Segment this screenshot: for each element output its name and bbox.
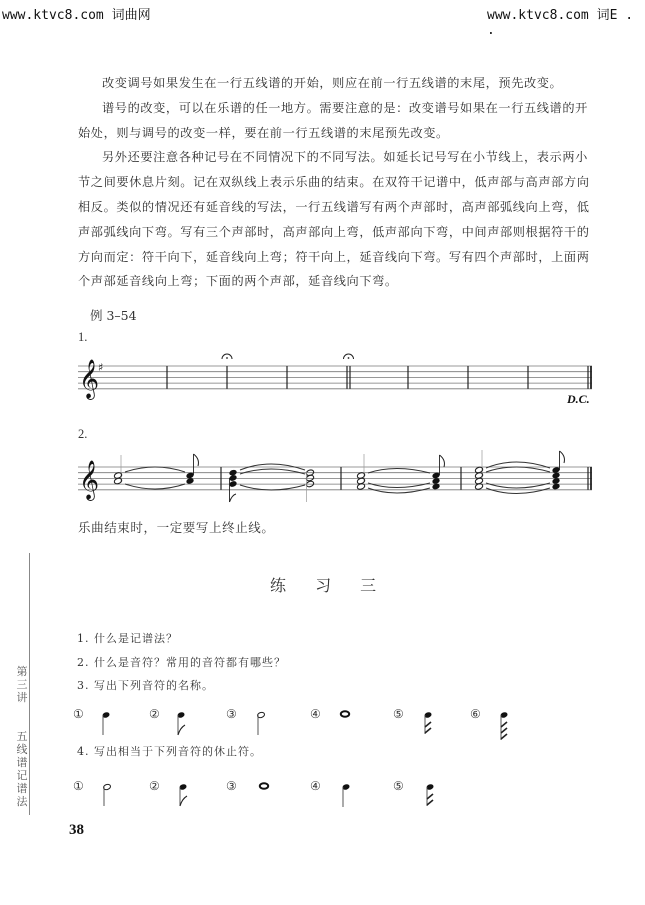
example-2-staff [0, 450, 645, 510]
q4-notes [0, 772, 645, 817]
svg-text:𝄞: 𝄞 [79, 460, 100, 500]
sidebar-chapter: 第三讲 [16, 665, 28, 704]
example-1-staff [0, 350, 645, 400]
question-1: 1. 什么是记谱法？ [77, 632, 178, 645]
svg-text:♯: ♯ [98, 361, 104, 374]
treble-clef-icon [79, 460, 99, 501]
da-capo-marking: D.C. [567, 392, 590, 406]
q3-item-number: ⑤ [393, 707, 404, 721]
closing-text: 乐曲结束时，一定要写上终止线。 [78, 520, 275, 535]
q4-item-number: ③ [226, 779, 237, 793]
svg-text:𝄞: 𝄞 [79, 359, 100, 399]
chord-eighth [186, 454, 199, 485]
example-2-label: 2. [78, 427, 88, 441]
treble-clef-icon [79, 359, 99, 400]
body-text [78, 71, 598, 294]
example-1-label: 1. [78, 330, 88, 344]
sharp-icon [98, 361, 103, 374]
eighth-note-icon [177, 711, 186, 735]
q4-item-number: ④ [310, 779, 321, 793]
page-number: 38 [69, 822, 84, 838]
sixteenth-note-icon [424, 711, 433, 734]
q4-item-number: ⑤ [393, 779, 404, 793]
question-2: 2. 什么是音符？常用的音符都有哪些？ [77, 656, 286, 669]
q4-item-number: ① [73, 779, 84, 793]
thirty-second-note-icon [500, 711, 509, 740]
chord-half [114, 455, 123, 485]
question-4: 4. 写出相当于下列音符的休止符。 [77, 745, 262, 758]
chord-eighth [229, 469, 238, 502]
whole-note-icon [260, 783, 268, 789]
whole-note-icon [341, 711, 349, 717]
sixteenth-note-icon [426, 783, 435, 806]
chord-half [306, 469, 315, 502]
sidebar-divider [29, 553, 30, 815]
quarter-note-icon [342, 783, 351, 807]
q3-item-number: ② [149, 707, 160, 721]
chord-half [357, 454, 366, 490]
eighth-note-icon [179, 783, 188, 806]
paragraph-1: 改变调号如果发生在一行五线谱的开始，则应在前一行五线谱的末尾，预先改变。 [102, 76, 563, 90]
paragraph-3: 另外还要注意各种记号在不同情况下的不同写法。如延长记号写在小节线上，表示两小节之间要休息片刻。记在双纵线上表示乐曲的结束。在双符干记谱中，低声部与高声部方向相反。类似的情况还有延音线的写法，一行五线谱写有两个声部时，高声部弧线向上弯，低声部弧线向下弯。写有三个声部时，高声部向上弯，低声部向下弯，中间声部则根据符干的方向而定：符干向下，延音线向上弯；符干向上，延音线向下弯。写有四个声部时，上面两个声部延音线向上弯；下面的两个声部，延音线向下弯。 [78, 150, 590, 289]
half-note-icon [257, 711, 265, 735]
q3-item-number: ③ [226, 707, 237, 721]
fermata-icon [222, 354, 232, 359]
sidebar-topic: 五线谱记谱法 [16, 730, 28, 808]
q3-item-number: ① [73, 707, 84, 721]
q3-item-number: ④ [310, 707, 321, 721]
watermark-right: www.ktvc8.com 词E . . [487, 8, 634, 38]
example-label: 例 3–54 [90, 308, 137, 323]
watermark-left: www.ktvc8.com 词曲网 [2, 8, 151, 23]
q4-item-number: ② [149, 779, 160, 793]
half-note-icon [103, 783, 111, 806]
question-3: 3. 写出下列音符的名称。 [77, 679, 214, 692]
exercise-title: 练 习 三 [270, 576, 389, 595]
paragraph-2: 谱号的改变，可以在乐谱的任一地方。需要注意的是：改变谱号如果在一行五线谱的开始处，则与调号的改变一样，要在前一行五线谱的末尾预先改变。 [78, 100, 588, 140]
fermata-icon [344, 354, 354, 359]
q3-item-number: ⑥ [470, 707, 481, 721]
quarter-note-icon [102, 711, 111, 735]
